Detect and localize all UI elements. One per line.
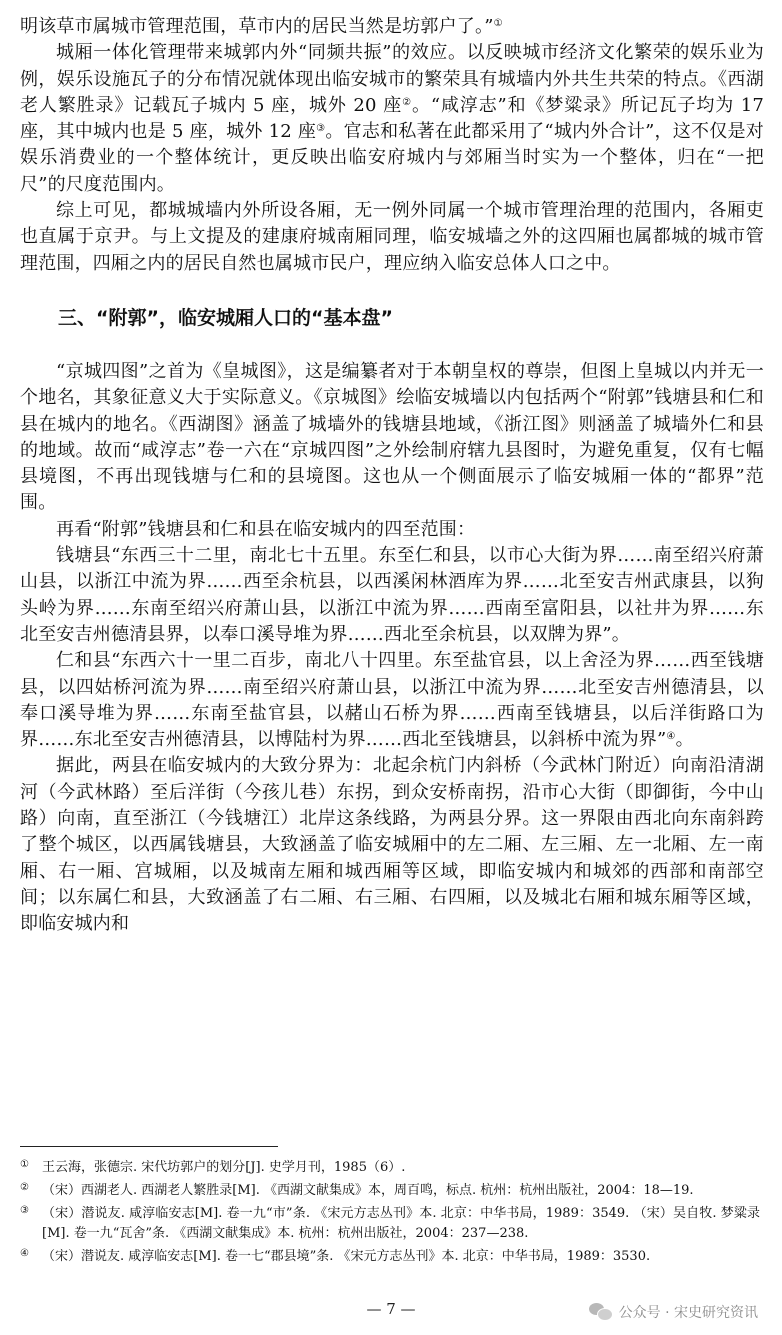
- footnote-ref-3[interactable]: ③: [316, 123, 326, 135]
- paragraph-text: 。: [675, 729, 694, 751]
- main-text: [20, 14, 764, 938]
- footnote-text: （宋）潜说友. 咸淳临安志[M]. 卷一九“市”条. 《宋元方志丛刊》本. 北京：中华书局，1989：3549. （宋）吴自牧. 梦粱录[M]. 卷一九“瓦舍”条. 《西湖文献集成》本. 杭州：杭州出版社，2004：237—238.: [42, 1206, 760, 1241]
- footnote-ref-2[interactable]: ②: [402, 96, 412, 108]
- footnotes: [20, 1158, 760, 1270]
- footnote-item: [20, 1204, 760, 1244]
- footnote-mark: ①: [20, 1159, 29, 1170]
- footnote-text: （宋）西湖老人. 西湖老人繁胜录[M]. 《西湖文献集成》本，周百鸣，标点. 杭州：杭州出版社，2004：18—19.: [42, 1183, 694, 1198]
- page-number: — 7 —: [366, 1300, 416, 1318]
- footnote-mark: ③: [20, 1205, 29, 1216]
- paragraph-text: 。“咸淳志”和《梦粱录》所记瓦子均为 17 座，其中城内也是 5 座，城外 12 座: [20, 94, 764, 143]
- paragraph-text: 。官志和私著在此都采用了“城内外合计”，这不仅是对娱乐消费业的一个整体统计，更反映出临安府城内与郊厢当时实为一个整体，归在“一把尺”的尺度范围内。: [20, 121, 764, 195]
- footnote-ref-4[interactable]: ④: [666, 731, 676, 743]
- footnote-item: [20, 1181, 760, 1201]
- paragraph-boundary-intro: 再看“附郭”钱塘县和仁和县在临安城内的四至范围：: [56, 518, 476, 540]
- paragraph-entertainment: [20, 40, 764, 198]
- wechat-watermark: [589, 1302, 758, 1322]
- paragraph-division: 据此，两县在临安城内的大致分界为：北起余杭门内斜桥（今武林门附近）向南沿清湖河（今武林路）至后洋街（今孩儿巷）东拐，到众安桥南拐，沿市心大街（即御街，今中山路）向南，直至浙江（今钱塘江）北岸这条线路，为两县分界。这一界限由西北向东南斜跨了整个城区，以西属钱塘县，大致涵盖了临安城厢中的左二厢、左三厢、左一北厢、左一南厢、右一厢、宫城厢，以及城南左厢和城西厢等区域，即临安城内和城郊的西部和南部空间；以东属仁和县，大致涵盖了右二厢、右三厢、右四厢，以及城北右厢和城东厢等区域，即临安城内和: [20, 755, 764, 935]
- paragraph-renhe: [20, 648, 764, 753]
- paragraph-text: 仁和县“东西六十一里二百步，南北八十四里。东至盐官县，以上舍泾为界……西至钱塘县，以四姑桥河流为界……南至绍兴府萧山县，以浙江中流为界……北至安吉州德清县，以奉口溪导堆为界……东南至盐官县，以赭山石桥为界……西南至钱塘县，以后洋街路口为界……东北至安吉州德清县，以博陆村为界……西北至钱塘县，以斜桥中流为界”: [20, 650, 764, 751]
- footnote-mark: ②: [20, 1182, 29, 1193]
- paragraph-continuation: [20, 14, 764, 40]
- section-heading: 三、“附郭”，临安城厢人口的“基本盘”: [58, 306, 393, 329]
- footnote-item: [20, 1158, 760, 1178]
- paragraph-text: 明该草市属城市管理范围，草市内的居民当然是坊郭户了。”: [20, 16, 494, 37]
- footnote-text: （宋）潜说友. 咸淳临安志[M]. 卷一七“郡县境”条. 《宋元方志丛刊》本. 北京：中华书局，1989：3530.: [42, 1249, 651, 1264]
- paragraph-text: 城厢一体化管理带来城郭内外“同频共振”的效应。以反映城市经济文化繁荣的娱乐业为例，娱乐设施瓦子的分布情况就体现出临安城市的繁荣具有城墙内外共生共荣的特点。《西湖老人繁胜录》记载瓦子城内 5 座，城外 20 座: [20, 42, 764, 116]
- paragraph-summary: 综上可见，都城城墙内外所设各厢，无一例外同属一个城市管理治理的范围内，各厢吏也直属于京尹。与上文提及的建康府城南厢同理，临安城墙之外的这四厢也属都城的城市管理范围，四厢之内的居民自然也属城市民户，理应纳入临安总体人口之中。: [20, 200, 764, 274]
- footnote-mark: ④: [20, 1248, 29, 1259]
- footnote-divider: [20, 1146, 278, 1147]
- paragraph-four-maps: “京城四图”之首为《皇城图》，这是编纂者对于本朝皇权的尊崇，但图上皇城以内并无一个地名，其象征意义大于实际意义。《京城图》绘临安城墙以内包括两个“附郭”钱塘县和仁和县在城内的地名。《西湖图》涵盖了城墙外的钱塘县地域，《浙江图》则涵盖了城墙外仁和县的地域。故而“咸淳志”卷一六在“京城四图”之外绘制府辖九县图时，为避免重复，仅有七幅县境图，不再出现钱塘与仁和的县境图。这也从一个侧面展示了临安城厢一体的“都界”范围。: [20, 360, 764, 514]
- watermark-text: 公众号 · 宋史研究资讯: [618, 1305, 758, 1321]
- paragraph-qiantang: 钱塘县“东西三十二里，南北七十五里。东至仁和县，以市心大街为界……南至绍兴府萧山县，以浙江中流为界……西至余杭县，以西溪闲林酒库为界……北至安吉州武康县，以狗头岭为界……东南至绍兴府萧山县，以浙江中流为界……西南至富阳县，以社井为界……东北至安吉州德清县界，以奉口溪导堆为界……西北至余杭县，以双牌为界”。: [20, 545, 764, 645]
- footnote-ref-1[interactable]: ①: [493, 18, 503, 29]
- footnote-item: [20, 1247, 760, 1267]
- footnote-text: 王云海，张德宗. 宋代坊郭户的划分[J]. 史学月刊，1985（6）.: [42, 1160, 406, 1175]
- wechat-icon: [589, 1303, 613, 1321]
